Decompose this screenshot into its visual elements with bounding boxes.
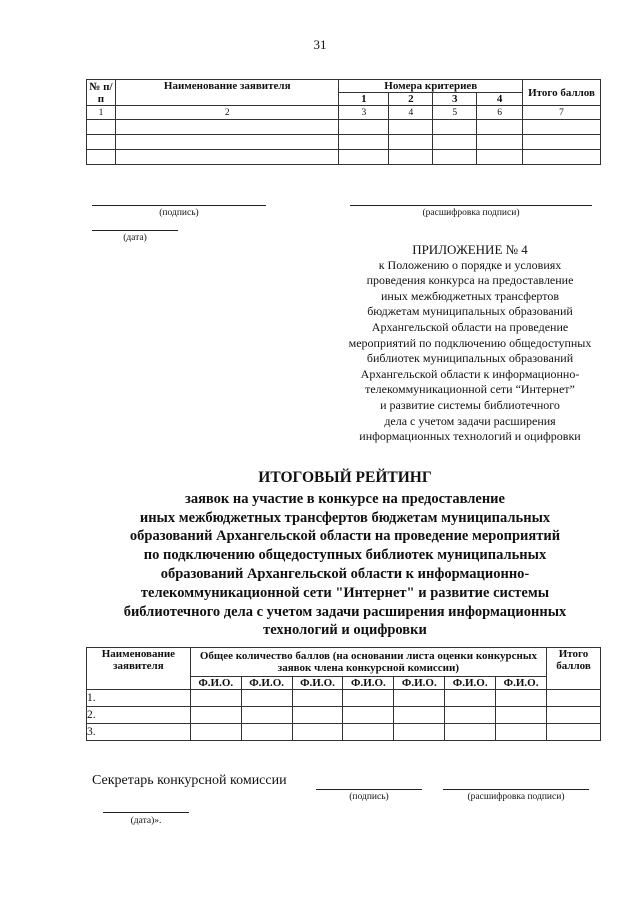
secretary-label: Секретарь конкурсной комиссии [92, 773, 287, 788]
rating-heading: ИТОГОВЫЙ РЕЙТИНГ [258, 469, 432, 486]
table-row [87, 690, 601, 707]
table-row [87, 724, 601, 741]
rating-title-line: образований Архангельской области на проведение мероприятий [129, 528, 561, 545]
header-scores: Общее количество баллов (на основании листа оценки конкурсных заявок члена конкурсной комиссии) [190, 648, 546, 677]
row-number: 3. [87, 724, 191, 741]
appendix-line: иных межбюджетных трансфертов [380, 288, 560, 303]
signature-caption: (подпись) [159, 208, 199, 218]
appendix-block [320, 242, 620, 445]
appendix-line: информационных технологий и оцифровки [359, 429, 581, 444]
criteria-number: 3 [433, 93, 477, 106]
column-number: 1 [87, 106, 116, 120]
appendix-line: к Положению о порядке и условиях [378, 257, 562, 272]
decoding-line [350, 205, 592, 206]
criteria-score-table [86, 79, 601, 165]
header-fio: Ф.И.О. [190, 677, 241, 690]
header-fio: Ф.И.О. [394, 677, 445, 690]
column-number: 3 [339, 106, 389, 120]
appendix-line: и развитие системы библиотечного [380, 397, 560, 412]
header-fio: Ф.И.О. [343, 677, 394, 690]
rating-title-line: по подключению общедоступных библиотек муниципальных [143, 547, 547, 564]
signature-line [316, 789, 422, 790]
final-rating-table [86, 647, 601, 741]
rating-title-line: технологий и оцифровки [263, 622, 427, 639]
header-fio: Ф.И.О. [292, 677, 343, 690]
decoding-caption: (расшифровка подписи) [422, 208, 520, 218]
appendix-line: Архангельской области к информационно- [360, 366, 580, 381]
appendix-line: Архангельской области на проведение [371, 319, 569, 334]
header-fio: Ф.И.О. [496, 677, 547, 690]
rating-title-block [90, 469, 600, 640]
appendix-line: библиотек муниципальных образований [366, 351, 574, 366]
appendix-heading: ПРИЛОЖЕНИЕ № 4 [412, 242, 528, 257]
header-applicant: Наименование заявителя [115, 80, 339, 106]
header-fio: Ф.И.О. [241, 677, 292, 690]
row-number: 1. [87, 690, 191, 707]
table-row [87, 120, 601, 135]
column-number: 6 [477, 106, 523, 120]
rating-title-line: образований Архангельской области к информационно- [160, 565, 530, 582]
table-row [87, 150, 601, 165]
header-total: Итого баллов [547, 648, 601, 690]
header-applicant: Наименование заявителя [87, 648, 191, 690]
appendix-line: бюджетам муниципальных образований [367, 304, 573, 319]
signature-line [92, 205, 266, 206]
page-number: 31 [313, 37, 327, 52]
rating-title-line: телекоммуникационной сети "Интернет" и развитие системы [140, 584, 550, 601]
signature-caption: (подпись) [349, 792, 389, 802]
date-caption: (дата)». [130, 816, 162, 826]
date-line [103, 812, 189, 813]
header-num: № п/п [87, 80, 116, 106]
date-line [92, 230, 178, 231]
criteria-number: 4 [477, 93, 523, 106]
appendix-line: проведения конкурса на предоставление [366, 273, 574, 288]
appendix-line: мероприятий по подключению общедоступных [348, 335, 592, 350]
header-fio: Ф.И.О. [445, 677, 496, 690]
header-criteria: Номера критериев [339, 80, 523, 93]
rating-title-line: заявок на участие в конкурсе на предоставление [185, 490, 505, 507]
column-number: 2 [115, 106, 339, 120]
column-number: 5 [433, 106, 477, 120]
table-row [87, 707, 601, 724]
rating-title-line: иных межбюджетных трансфертов бюджетам муниципальных [139, 509, 551, 526]
decoding-caption: (расшифровка подписи) [467, 792, 565, 802]
row-number: 2. [87, 707, 191, 724]
criteria-number: 1 [339, 93, 389, 106]
header-total: Итого баллов [523, 80, 601, 106]
appendix-line: дела с учетом задачи расширения [384, 413, 556, 428]
date-caption: (дата) [123, 233, 147, 243]
table-row [87, 135, 601, 150]
column-number: 4 [389, 106, 433, 120]
decoding-line [443, 789, 589, 790]
appendix-line: телекоммуникационной сети “Интернет” [365, 382, 575, 397]
column-number: 7 [523, 106, 601, 120]
criteria-number: 2 [389, 93, 433, 106]
rating-title-line: библиотечного дела с учетом задачи расширения информационных [123, 603, 567, 620]
